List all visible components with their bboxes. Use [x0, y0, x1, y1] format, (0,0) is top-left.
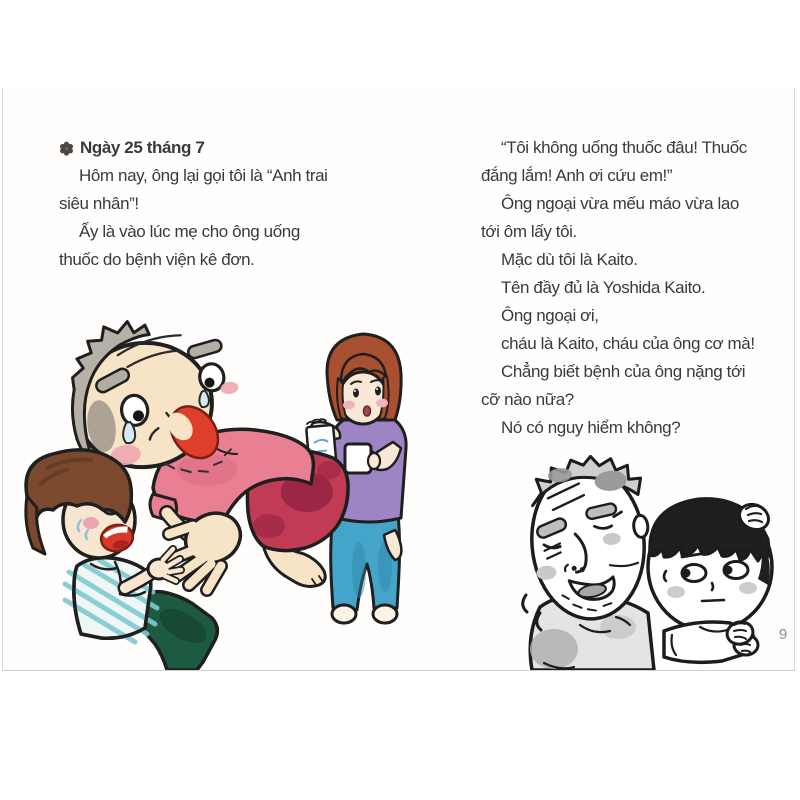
- grayscale-illustration: [496, 455, 796, 670]
- text-line: Nó có nguy hiểm không?: [501, 418, 681, 437]
- text-line: đắng lắm! Anh ơi cứu em!”: [481, 166, 673, 185]
- flower-seal-icon: [59, 141, 74, 156]
- text-line: thuốc do bệnh viện kê đơn.: [59, 250, 255, 269]
- text-line: Tên đầy đủ là Yoshida Kaito.: [501, 278, 706, 297]
- text-line: Ông ngoại ơi,: [501, 306, 599, 325]
- color-illustration: [7, 308, 449, 670]
- entry-date-header: [59, 134, 429, 162]
- text-line: Ấy là vào lúc mẹ cho ông uống: [79, 222, 300, 241]
- page-number: 9: [778, 626, 788, 643]
- text-line: tới ôm lấy tôi.: [481, 222, 577, 241]
- grandfather-grayscale-figure: [523, 455, 656, 670]
- scanned-spread: [2, 88, 795, 671]
- text-line: Ông ngoại vừa mếu máo vừa lao: [501, 194, 739, 213]
- text-line: “Tôi không uống thuốc đâu! Thuốc: [501, 138, 747, 157]
- text-line: cỡ nào nữa?: [481, 390, 574, 409]
- text-line: Mặc dù tôi là Kaito.: [501, 250, 638, 269]
- right-page-text: [481, 134, 791, 442]
- text-line: Hôm nay, ông lại gọi tôi là “Anh trai: [79, 166, 328, 185]
- left-page-text: [59, 134, 429, 274]
- entry-date-title: Ngày 25 tháng 7: [80, 138, 205, 157]
- boy-grayscale-figure: [648, 499, 773, 663]
- text-line: cháu là Kaito, cháu của ông cơ mà!: [501, 334, 755, 353]
- text-line: siêu nhân”!: [59, 194, 139, 213]
- text-line: Chẳng biết bệnh của ông nặng tới: [501, 362, 746, 381]
